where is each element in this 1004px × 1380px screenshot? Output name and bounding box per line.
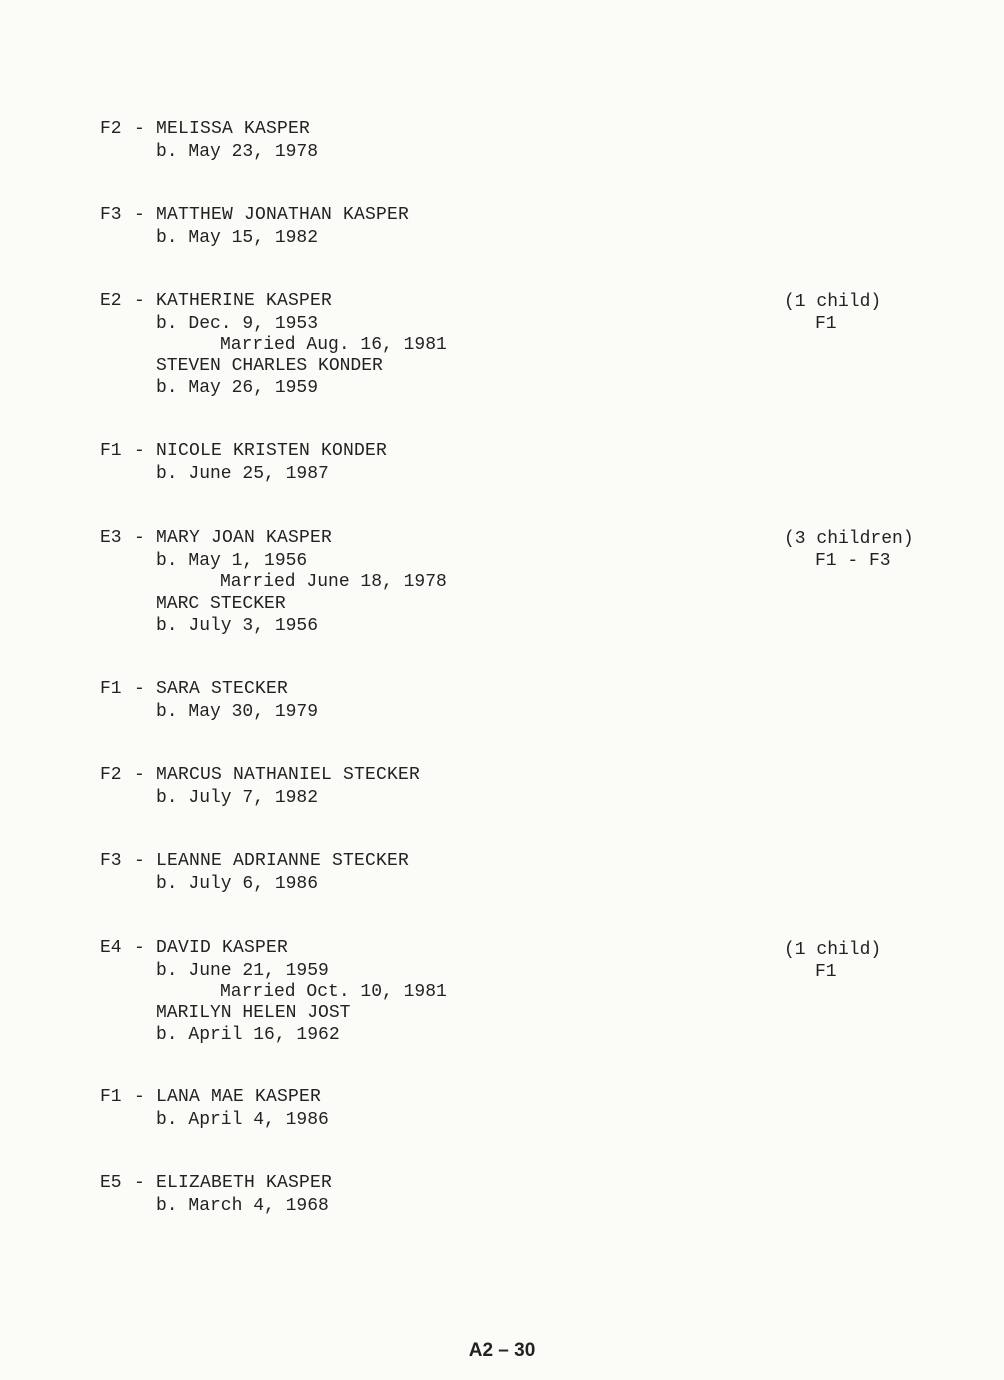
entry-dash: - [134, 938, 145, 958]
entry-code: F1 [100, 679, 122, 699]
entry-dash: - [134, 291, 145, 311]
person-name: NICOLE KRISTEN KONDER [156, 441, 388, 461]
entry-dash: - [134, 441, 145, 461]
entry-dash: - [134, 205, 145, 225]
spouse-birth-date: b. July 3, 1956 [156, 616, 319, 636]
page-number: A2 – 30 [468, 1340, 536, 1361]
children-range: F1 [815, 962, 837, 982]
entry-dash: - [134, 679, 145, 699]
birth-date: b. June 21, 1959 [156, 961, 329, 981]
children-range: F1 [815, 314, 837, 334]
marriage-date: Married Oct. 10, 1981 [220, 982, 447, 1002]
person-name: DAVID KASPER [156, 938, 289, 958]
birth-date: b. July 7, 1982 [156, 788, 319, 808]
birth-date: b. May 1, 1956 [156, 551, 308, 571]
entry-code: E3 [100, 528, 122, 548]
birth-date: b. June 25, 1987 [156, 464, 329, 484]
birth-date: b. April 4, 1986 [156, 1110, 329, 1130]
person-name: MARCUS NATHANIEL STECKER [156, 765, 421, 785]
entry-code: F3 [100, 205, 122, 225]
person-name: MARY JOAN KASPER [156, 528, 333, 548]
entry-code: F2 [100, 765, 122, 785]
person-name: SARA STECKER [156, 679, 289, 699]
person-name: MELISSA KASPER [156, 119, 311, 139]
birth-date: b. Dec. 9, 1953 [156, 314, 319, 334]
entry-code: F3 [100, 851, 122, 871]
entry-code: E4 [100, 938, 122, 958]
spouse-birth-date: b. April 16, 1962 [156, 1025, 340, 1045]
children-count: (3 children) [784, 529, 914, 549]
birth-date: b. May 30, 1979 [156, 702, 319, 722]
person-name: ELIZABETH KASPER [156, 1173, 333, 1193]
entry-code: F2 [100, 119, 122, 139]
children-range: F1 - F3 [815, 551, 891, 571]
marriage-date: Married Aug. 16, 1981 [220, 335, 447, 355]
entry-dash: - [134, 851, 145, 871]
birth-date: b. May 15, 1982 [156, 228, 319, 248]
entry-dash: - [134, 528, 145, 548]
children-count: (1 child) [784, 292, 882, 312]
birth-date: b. May 23, 1978 [156, 142, 319, 162]
entry-dash: - [134, 119, 145, 139]
person-name: LANA MAE KASPER [156, 1087, 322, 1107]
entry-code: F1 [100, 441, 122, 461]
birth-date: b. July 6, 1986 [156, 874, 319, 894]
spouse-birth-date: b. May 26, 1959 [156, 378, 319, 398]
person-name: MATTHEW JONATHAN KASPER [156, 205, 410, 225]
spouse-name: STEVEN CHARLES KONDER [156, 356, 383, 376]
entry-dash: - [134, 765, 145, 785]
entry-code: E5 [100, 1173, 122, 1193]
spouse-name: MARILYN HELEN JOST [156, 1003, 351, 1023]
spouse-name: MARC STECKER [156, 594, 286, 614]
entry-dash: - [134, 1087, 145, 1107]
entry-dash: - [134, 1173, 145, 1193]
marriage-date: Married June 18, 1978 [220, 572, 447, 592]
person-name: LEANNE ADRIANNE STECKER [156, 851, 410, 871]
entry-code: F1 [100, 1087, 122, 1107]
entry-code: E2 [100, 291, 122, 311]
children-count: (1 child) [784, 940, 882, 960]
birth-date: b. March 4, 1968 [156, 1196, 329, 1216]
person-name: KATHERINE KASPER [156, 291, 333, 311]
